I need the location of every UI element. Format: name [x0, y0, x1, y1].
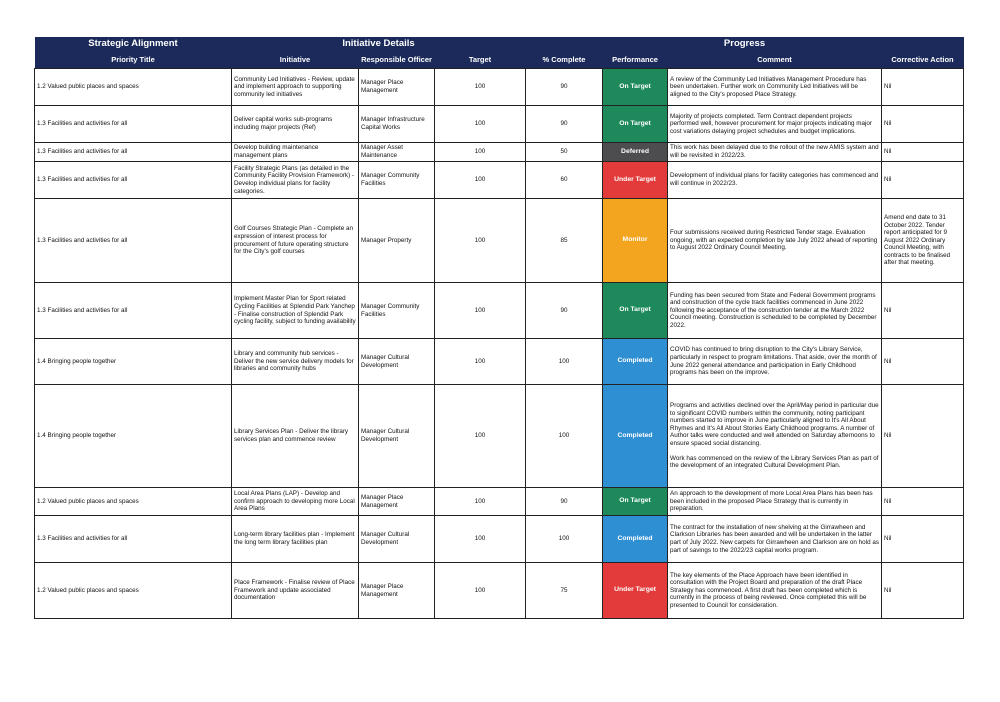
officer-cell: Manager Cultural Development — [359, 339, 435, 385]
progress-report-table — [34, 37, 964, 619]
performance-badge: Under Target — [603, 162, 668, 199]
column-header-percent-complete: % Complete — [526, 50, 603, 69]
table-row — [35, 143, 964, 162]
column-header-priority-title: Priority Title — [35, 50, 232, 69]
percent-complete-cell: 50 — [526, 143, 603, 162]
comment-cell: An approach to the development of more Local Area Plans has been has been included in the proposed Place Strategy that is currently in preparation. — [668, 488, 882, 516]
corrective-action-cell: Nil — [882, 516, 964, 563]
percent-complete-cell: 60 — [526, 162, 603, 199]
table-row — [35, 106, 964, 143]
priority-cell: 1.3 Facilities and activities for all — [35, 143, 232, 162]
group-header-strategic-alignment: Strategic Alignment — [35, 37, 232, 50]
initiative-cell: Library Services Plan - Deliver the library services plan and commence review — [232, 385, 359, 488]
column-header-comment: Comment — [668, 50, 882, 69]
priority-cell: 1.3 Facilities and activities for all — [35, 516, 232, 563]
officer-cell: Manager Community Facilities — [359, 162, 435, 199]
comment-cell: Funding has been secured from State and Federal Government programs and construction of the cycle track facilities commenced in June 2022 following the acceptance of the construction tender at the March 2022 Council meeting. Construction is scheduled to be completed by December 2022. — [668, 283, 882, 339]
performance-badge: Under Target — [603, 563, 668, 619]
performance-badge: Completed — [603, 385, 668, 488]
priority-cell: 1.2 Valued public places and spaces — [35, 69, 232, 106]
comment-cell: A review of the Community Led Initiatives Management Procedure has been undertaken. Further work on Community Led Initiatives will be aligned to the City's proposed Place Strategy. — [668, 69, 882, 106]
target-cell: 100 — [435, 385, 526, 488]
comment-cell: This work has been delayed due to the rollout of the new AMIS system and will be revisited in 2022/23. — [668, 143, 882, 162]
officer-cell: Manager Property — [359, 199, 435, 283]
percent-complete-cell: 90 — [526, 283, 603, 339]
group-header-progress: Progress — [526, 37, 964, 50]
table-row — [35, 516, 964, 563]
priority-cell: 1.3 Facilities and activities for all — [35, 283, 232, 339]
target-cell: 100 — [435, 143, 526, 162]
percent-complete-cell: 75 — [526, 563, 603, 619]
performance-badge: On Target — [603, 106, 668, 143]
table-row — [35, 488, 964, 516]
comment-cell: Development of individual plans for facility categories has commenced and will continue in 2022/23. — [668, 162, 882, 199]
corrective-action-cell: Nil — [882, 283, 964, 339]
priority-cell: 1.4 Bringing people together — [35, 385, 232, 488]
target-cell: 100 — [435, 106, 526, 143]
initiative-cell: Develop building maintenance management plans — [232, 143, 359, 162]
percent-complete-cell: 100 — [526, 339, 603, 385]
column-header-corrective-action: Corrective Action — [882, 50, 964, 69]
priority-cell: 1.3 Facilities and activities for all — [35, 106, 232, 143]
corrective-action-cell: Nil — [882, 162, 964, 199]
percent-complete-cell: 90 — [526, 488, 603, 516]
priority-cell: 1.2 Valued public places and spaces — [35, 563, 232, 619]
priority-cell: 1.2 Valued public places and spaces — [35, 488, 232, 516]
table-row — [35, 339, 964, 385]
officer-cell: Manager Asset Maintenance — [359, 143, 435, 162]
priority-cell: 1.3 Facilities and activities for all — [35, 162, 232, 199]
target-cell: 100 — [435, 199, 526, 283]
table-row — [35, 385, 964, 488]
initiative-cell: Implement Master Plan for Sport related Cycling Facilities at Splendid Park Yanchep - Finalise construction of Splendid Park cycling facility, subject to funding availability — [232, 283, 359, 339]
performance-badge: Monitor — [603, 199, 668, 283]
performance-badge: On Target — [603, 283, 668, 339]
target-cell: 100 — [435, 563, 526, 619]
corrective-action-cell: Nil — [882, 143, 964, 162]
corrective-action-cell: Nil — [882, 385, 964, 488]
initiative-cell: Facility Strategic Plans (as detailed in the Community Facility Provision Framework) - Develop individual plans for facility categories. — [232, 162, 359, 199]
percent-complete-cell: 90 — [526, 69, 603, 106]
column-header-performance: Performance — [603, 50, 668, 69]
table-row — [35, 199, 964, 283]
performance-badge: Deferred — [603, 143, 668, 162]
target-cell: 100 — [435, 339, 526, 385]
corrective-action-cell: Nil — [882, 106, 964, 143]
corrective-action-cell: Amend end date to 31 October 2022. Tender report anticipated for 9 August 2022 Ordinary Council Meeting, with contracts to be finalised after that meeting. — [882, 199, 964, 283]
corrective-action-cell: Nil — [882, 488, 964, 516]
priority-cell: 1.3 Facilities and activities for all — [35, 199, 232, 283]
performance-badge: On Target — [603, 69, 668, 106]
comment-cell: The key elements of the Place Approach have been identified in consultation with the Project Board and preparation of the draft Place Strategy has commenced. A first draft has been completed which is currently in the process of being reviewed. Once completed this will be presented to Council for consideration. — [668, 563, 882, 619]
performance-badge: On Target — [603, 488, 668, 516]
comment-cell: Programs and activities declined over the April/May period in particular due to significant COVID numbers within the community, noting participant numbers started to improve in June particularly aligned to It's All About Rhymes and It's All About Stories Early Childhood programs. A number of Author talks were conducted and well attended on Saturday afternoons to ensure spaced social distancing. Work has commenced on the review of the Library Services Plan as part of the development of an integrated Cultural Development Plan. — [668, 385, 882, 488]
officer-cell: Manager Cultural Development — [359, 516, 435, 563]
table-row — [35, 162, 964, 199]
priority-cell: 1.4 Bringing people together — [35, 339, 232, 385]
performance-badge: Completed — [603, 339, 668, 385]
officer-cell: Manager Infrastructure Capital Works — [359, 106, 435, 143]
column-header-responsible-officer: Responsible Officer — [359, 50, 435, 69]
percent-complete-cell: 90 — [526, 106, 603, 143]
officer-cell: Manager Place Management — [359, 488, 435, 516]
comment-cell: COVID has continued to bring disruption to the City's Library Service, particularly in respect to program limitations. That aside, over the month of June 2022 general attendance and participation in Early Childhood programs has been on the improve. — [668, 339, 882, 385]
table-row — [35, 69, 964, 106]
table-row — [35, 563, 964, 619]
officer-cell: Manager Community Facilities — [359, 283, 435, 339]
officer-cell: Manager Cultural Development — [359, 385, 435, 488]
percent-complete-cell: 100 — [526, 516, 603, 563]
officer-cell: Manager Place Management — [359, 563, 435, 619]
target-cell: 100 — [435, 69, 526, 106]
corrective-action-cell: Nil — [882, 563, 964, 619]
target-cell: 100 — [435, 516, 526, 563]
initiative-cell: Community Led Initiatives - Review, update and implement approach to supporting community led initiatives — [232, 69, 359, 106]
comment-cell: The contract for the installation of new shelving at the Girrawheen and Clarkson Libraries has been awarded and will be undertaken in the latter part of July 2022. New carpets for Girrawheen and Clarkson are on hold as part of savings to the 2022/23 capital works program. — [668, 516, 882, 563]
officer-cell: Manager Place Management — [359, 69, 435, 106]
initiative-cell: Library and community hub services - Deliver the new service delivery models for libraries and community hubs — [232, 339, 359, 385]
initiative-cell: Deliver capital works sub-programs including major projects (Ref) — [232, 106, 359, 143]
column-header-target: Target — [435, 50, 526, 69]
target-cell: 100 — [435, 488, 526, 516]
performance-badge: Completed — [603, 516, 668, 563]
initiative-cell: Long-term library facilities plan - Implement the long term library facilities plan — [232, 516, 359, 563]
initiative-cell: Golf Courses Strategic Plan - Complete an expression of interest process for procurement of future operating structure for the City's golf courses — [232, 199, 359, 283]
initiative-cell: Place Framework - Finalise review of Place Framework and update associated documentation — [232, 563, 359, 619]
table-row — [35, 283, 964, 339]
percent-complete-cell: 85 — [526, 199, 603, 283]
column-header-initiative: Initiative — [232, 50, 359, 69]
comment-cell: Majority of projects completed. Term Contract dependent projects performed well, however procurement for major projects indicating major cost variations delaying project schedules and budget implications. — [668, 106, 882, 143]
group-header-initiative-details: Initiative Details — [232, 37, 526, 50]
comment-cell: Four submissions received during Restricted Tender stage. Evaluation ongoing, with an expected completion by late July 2022 ahead of reporting to August 2022 Ordinary Council Meeting. — [668, 199, 882, 283]
target-cell: 100 — [435, 162, 526, 199]
initiative-cell: Local Area Plans (LAP) - Develop and confirm approach to developing more Local Area Plans — [232, 488, 359, 516]
corrective-action-cell: Nil — [882, 339, 964, 385]
table-body — [35, 69, 964, 619]
percent-complete-cell: 100 — [526, 385, 603, 488]
target-cell: 100 — [435, 283, 526, 339]
corrective-action-cell: Nil — [882, 69, 964, 106]
